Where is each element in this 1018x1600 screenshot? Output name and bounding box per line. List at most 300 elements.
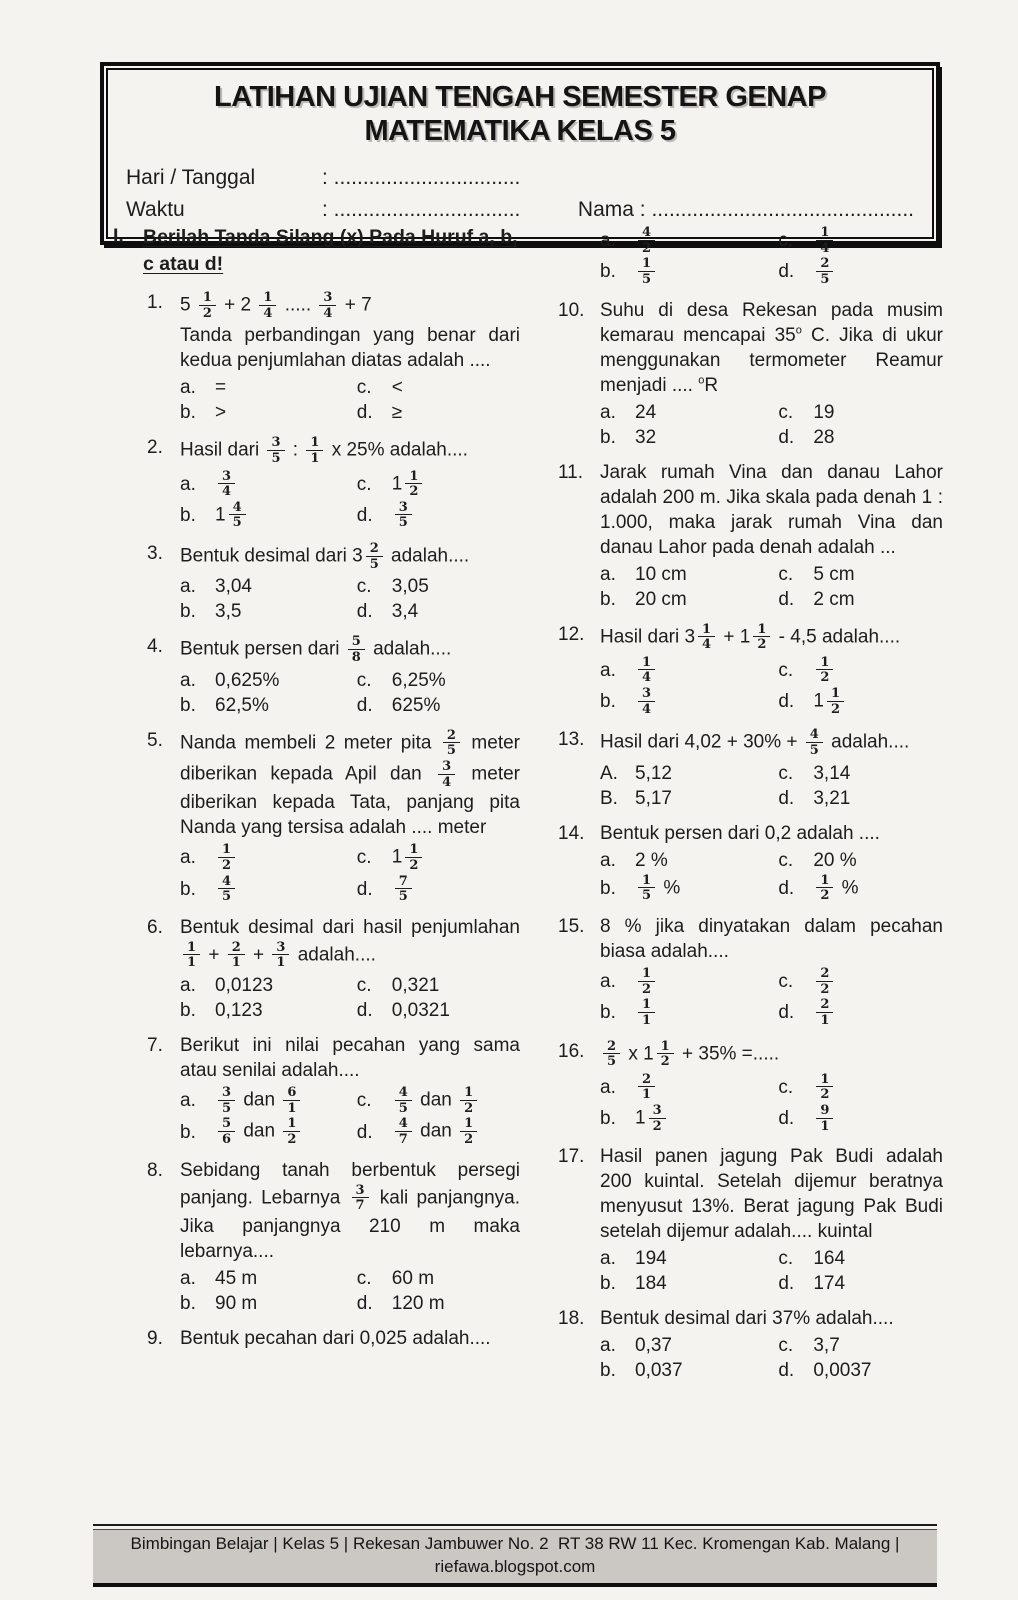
fraction-numerator: 1 bbox=[660, 1038, 670, 1054]
fraction-denominator: 5 bbox=[806, 742, 823, 758]
option-value: 0,123 bbox=[215, 1000, 263, 1022]
question-text: Jarak rumah Vina dan danau Lahor adalah 200 m. Jika skala pada denah 1 : 1.000, maka jarak rumah Vina dan danau Lahor pada denah adalah ... bbox=[600, 461, 943, 558]
question-number: 11. bbox=[558, 461, 584, 483]
question-15 bbox=[558, 914, 943, 1029]
fraction-denominator: 7 bbox=[395, 1131, 412, 1147]
question-body bbox=[600, 298, 943, 450]
option-letter: a. bbox=[600, 849, 616, 871]
fraction-numerator: 2 bbox=[369, 541, 379, 557]
option-a bbox=[600, 1246, 778, 1271]
fraction bbox=[816, 226, 833, 255]
fraction-denominator: 2 bbox=[405, 857, 422, 873]
option-value: $\frac{4}{7}$ dan $\frac{1}{2}$ bbox=[392, 1116, 480, 1147]
question-text: Bentuk desimal dari 3 $\frac{2}{5}$ adalah.... bbox=[180, 541, 470, 572]
fraction-denominator: 2 bbox=[816, 981, 833, 997]
option-value bbox=[215, 469, 238, 500]
option-b bbox=[600, 686, 778, 717]
fraction bbox=[283, 1117, 300, 1146]
question-5 bbox=[113, 728, 520, 905]
question-text: 5 $\frac{1}{2}$ + 2 $\frac{1}{4}$ ..... $\frac{3}{4}$ + 7 bbox=[180, 290, 372, 321]
fraction bbox=[443, 729, 460, 758]
fraction bbox=[638, 257, 655, 286]
option-value: 5 cm bbox=[813, 563, 855, 585]
option-value: 0,037 bbox=[635, 1360, 683, 1382]
questions-column-left bbox=[113, 224, 520, 1393]
options-grid bbox=[180, 973, 520, 1023]
fraction-numerator: 6 bbox=[287, 1085, 297, 1101]
fraction bbox=[460, 1117, 477, 1146]
option-d bbox=[778, 1103, 943, 1134]
fraction-numerator: 3 bbox=[222, 468, 232, 484]
option-value: 1 $\frac{1}{2}$ bbox=[813, 686, 847, 717]
option-c bbox=[357, 973, 520, 998]
exam-title-line1: LATIHAN UJIAN TENGAH SEMESTER GENAP bbox=[214, 81, 826, 113]
option-letter: d. bbox=[778, 426, 795, 448]
fraction bbox=[638, 1073, 655, 1102]
option-letter: b. bbox=[600, 1108, 616, 1130]
option-value: 6,25% bbox=[391, 669, 446, 691]
option-letter: d. bbox=[778, 877, 795, 899]
option-c bbox=[357, 1266, 520, 1291]
option-value: 3,21 bbox=[813, 787, 851, 809]
option-letter: a. bbox=[600, 659, 616, 681]
fraction bbox=[183, 941, 200, 970]
option-a bbox=[600, 1072, 778, 1103]
option-value: 0,0321 bbox=[391, 1000, 450, 1022]
option-letter: a. bbox=[180, 1090, 196, 1112]
fraction-numerator: 1 bbox=[310, 435, 320, 451]
exam-header-fields bbox=[126, 162, 914, 225]
options-grid bbox=[180, 375, 520, 425]
option-letter: d. bbox=[356, 601, 373, 623]
fraction-denominator: 5 bbox=[395, 1100, 412, 1116]
fraction-numerator: 1 bbox=[263, 290, 273, 305]
option-b bbox=[600, 997, 778, 1028]
option-value: 28 bbox=[813, 426, 835, 448]
fraction bbox=[816, 1104, 833, 1133]
fraction-numerator: 1 bbox=[830, 686, 840, 702]
option-b bbox=[600, 1358, 778, 1383]
option-value: 625% bbox=[391, 694, 441, 716]
option-value bbox=[215, 874, 238, 905]
option-letter: a. bbox=[600, 1076, 616, 1098]
option-letter: d. bbox=[778, 1273, 795, 1295]
option-value: $\frac{1}{2}$ % bbox=[813, 873, 858, 904]
fraction bbox=[698, 623, 715, 652]
fraction bbox=[649, 1104, 666, 1133]
question-body bbox=[600, 460, 943, 612]
fraction bbox=[816, 656, 833, 685]
fraction bbox=[306, 436, 323, 465]
question-number: 12. bbox=[558, 623, 585, 645]
fraction-denominator: 2 bbox=[638, 981, 655, 997]
fraction bbox=[229, 501, 246, 530]
option-value bbox=[635, 966, 658, 997]
option-c bbox=[778, 655, 943, 686]
fraction bbox=[283, 1086, 300, 1115]
fraction bbox=[638, 226, 655, 255]
fraction bbox=[438, 760, 455, 789]
field-row-date bbox=[126, 162, 914, 194]
option-letter: b. bbox=[600, 261, 616, 283]
question-text: Bentuk pecahan dari 0,025 adalah.... bbox=[180, 1327, 491, 1349]
option-letter: b. bbox=[600, 588, 616, 610]
questions-column-right bbox=[558, 224, 943, 1393]
option-value: 2 cm bbox=[813, 588, 855, 610]
option-b bbox=[180, 998, 357, 1023]
options-grid bbox=[600, 1072, 943, 1135]
question-body bbox=[180, 1033, 520, 1148]
fraction-numerator: 1 bbox=[287, 1116, 297, 1132]
option-c bbox=[357, 842, 520, 873]
fraction-denominator: 4 bbox=[698, 636, 715, 652]
option-letter: a. bbox=[600, 971, 616, 993]
option-letter: c. bbox=[778, 563, 794, 585]
options-grid bbox=[180, 668, 520, 718]
option-d bbox=[357, 1291, 520, 1316]
fraction-denominator: 6 bbox=[218, 1131, 235, 1147]
fraction-denominator: 1 bbox=[228, 954, 245, 970]
option-b bbox=[180, 1291, 357, 1316]
question-11 bbox=[558, 460, 943, 612]
fraction-denominator: 2 bbox=[827, 701, 844, 717]
option-a bbox=[180, 668, 357, 693]
option-value bbox=[215, 842, 238, 873]
options-grid bbox=[600, 655, 943, 718]
option-letter: B. bbox=[600, 787, 618, 809]
question-body bbox=[600, 224, 943, 288]
question-number: 5. bbox=[147, 729, 163, 751]
question-body bbox=[600, 1306, 943, 1383]
fraction-numerator: 2 bbox=[642, 1071, 652, 1087]
option-b bbox=[180, 599, 357, 624]
option-b bbox=[600, 1271, 778, 1296]
questions-content bbox=[113, 224, 943, 1393]
question-18 bbox=[558, 1306, 943, 1383]
option-a bbox=[180, 1266, 357, 1291]
question-number: 13. bbox=[558, 729, 585, 751]
fraction-numerator: 3 bbox=[398, 499, 408, 515]
question-text: Hasil dari 3 $\frac{1}{4}$ + 1 $\frac{1}{2}$ - 4,5 adalah.... bbox=[600, 621, 901, 653]
option-value: 164 bbox=[813, 1248, 846, 1270]
fraction-denominator: 2 bbox=[218, 857, 235, 873]
option-b bbox=[600, 256, 778, 287]
option-c bbox=[778, 966, 943, 997]
fraction-numerator: 1 bbox=[187, 939, 197, 955]
fraction-denominator: 1 bbox=[283, 1100, 300, 1116]
options-grid bbox=[180, 842, 520, 905]
fraction-numerator: 1 bbox=[820, 1071, 830, 1087]
fraction-denominator: 5 bbox=[816, 271, 833, 287]
fraction bbox=[806, 728, 823, 757]
option-letter: c. bbox=[778, 1335, 794, 1357]
option-value: > bbox=[215, 402, 227, 424]
option-value: < bbox=[391, 377, 403, 399]
question-4 bbox=[113, 634, 520, 717]
fraction-numerator: 4 bbox=[809, 727, 819, 743]
option-d bbox=[357, 400, 520, 425]
option-a bbox=[600, 225, 778, 256]
fraction-numerator: 1 bbox=[820, 225, 830, 240]
fraction-denominator: 5 bbox=[395, 514, 412, 530]
question-12 bbox=[558, 622, 943, 718]
question-body bbox=[180, 541, 520, 624]
fraction-numerator: 2 bbox=[820, 997, 830, 1013]
question-body bbox=[600, 622, 943, 718]
fraction-denominator: 2 bbox=[460, 1100, 477, 1116]
fraction-numerator: 3 bbox=[355, 1182, 365, 1198]
option-c bbox=[778, 848, 943, 873]
fraction-denominator: 2 bbox=[657, 1053, 674, 1069]
question-text: Bentuk desimal dari 37% adalah.... bbox=[600, 1308, 894, 1330]
fraction bbox=[816, 998, 833, 1027]
fraction-numerator: 1 bbox=[222, 842, 232, 858]
fraction bbox=[753, 623, 770, 652]
question-3 bbox=[113, 541, 520, 624]
option-letter: b. bbox=[180, 878, 196, 900]
fraction-denominator: 2 bbox=[649, 1118, 666, 1134]
question-number: 4. bbox=[147, 636, 163, 658]
option-value bbox=[635, 997, 658, 1028]
option-value bbox=[813, 225, 836, 256]
option-value: 3,5 bbox=[215, 601, 242, 623]
time-field-label: Waktu bbox=[126, 197, 185, 221]
option-value: 10 cm bbox=[635, 563, 687, 585]
option-b bbox=[180, 874, 357, 905]
fraction bbox=[657, 1040, 674, 1069]
fraction-numerator: 2 bbox=[607, 1038, 617, 1054]
option-letter: b. bbox=[600, 1002, 616, 1024]
option-letter: c. bbox=[778, 849, 794, 871]
option-letter: a. bbox=[600, 230, 616, 252]
fraction-numerator: 5 bbox=[222, 1116, 232, 1132]
question-text: Bentuk desimal dari hasil penjumlahan $\frac{1}{1}$ + $\frac{2}{1}$ + $\frac{3}{1}$ adalah.... bbox=[180, 916, 520, 971]
fraction-numerator: 1 bbox=[642, 997, 652, 1013]
option-letter: a. bbox=[600, 1248, 616, 1270]
option-value: 120 m bbox=[391, 1292, 445, 1314]
fraction-denominator: 4 bbox=[816, 240, 833, 256]
option-d bbox=[778, 256, 943, 287]
option-a bbox=[180, 973, 357, 998]
option-value: 1 $\frac{1}{2}$ bbox=[392, 469, 426, 500]
footer-credit-bar: Bimbingan Belajar | Kelas 5 | Rekesan Jambuwer No. 2 RT 38 RW 11 Kec. Kromengan Kab. Malang | riefawa.blogspot.com bbox=[93, 1529, 937, 1587]
option-letter: c. bbox=[356, 377, 372, 399]
question-body bbox=[180, 1326, 520, 1353]
option-b bbox=[600, 587, 778, 612]
options-grid bbox=[180, 1085, 520, 1148]
option-letter: a. bbox=[180, 576, 196, 598]
option-value: = bbox=[215, 377, 227, 399]
option-letter: c. bbox=[356, 847, 372, 869]
fraction bbox=[638, 687, 655, 716]
fraction-numerator: 9 bbox=[820, 1103, 830, 1119]
exam-header-inner bbox=[106, 68, 934, 239]
fraction-numerator: 3 bbox=[276, 939, 286, 955]
option-letter: a. bbox=[180, 975, 196, 997]
option-c bbox=[778, 400, 943, 425]
option-letter: d. bbox=[778, 261, 795, 283]
fraction-numerator: 1 bbox=[820, 654, 830, 670]
option-letter: a. bbox=[600, 401, 616, 423]
question-8 bbox=[113, 1158, 520, 1316]
fraction-numerator: 3 bbox=[442, 758, 452, 774]
option-value: 0,0123 bbox=[215, 975, 274, 997]
fraction-denominator: 4 bbox=[259, 305, 276, 321]
option-letter: d. bbox=[778, 1360, 795, 1382]
option-b bbox=[600, 1103, 778, 1134]
option-letter: c. bbox=[356, 669, 372, 691]
option-value: 45 m bbox=[215, 1267, 258, 1289]
fraction-denominator: 2 bbox=[199, 305, 216, 321]
option-value: 5,17 bbox=[635, 787, 672, 809]
fraction bbox=[638, 967, 655, 996]
fraction-numerator: 1 bbox=[409, 468, 419, 484]
question-number: 17. bbox=[558, 1146, 585, 1168]
fraction bbox=[218, 1086, 235, 1115]
question-number: 8. bbox=[147, 1159, 163, 1181]
fraction bbox=[638, 874, 655, 903]
option-letter: d. bbox=[356, 878, 373, 900]
option-value bbox=[813, 966, 836, 997]
question-number bbox=[558, 224, 600, 288]
option-b bbox=[600, 425, 778, 450]
question-17 bbox=[558, 1144, 943, 1296]
question-6 bbox=[113, 915, 520, 1023]
question-body bbox=[180, 435, 520, 531]
footer bbox=[93, 1524, 937, 1587]
fraction bbox=[405, 843, 422, 872]
option-value bbox=[635, 655, 658, 686]
fraction-numerator: 3 bbox=[642, 686, 652, 702]
question-text: Nanda membeli 2 meter pita $\frac{2}{5}$ meter diberikan kepada Apil dan $\frac{3}{4}$ meter diberikan kepada Tata, panjang pita Nanda yang tersisa adalah .... meter bbox=[180, 727, 520, 839]
fraction-denominator: 5 bbox=[443, 742, 460, 758]
option-value: 2 % bbox=[635, 849, 668, 871]
fraction-numerator: 2 bbox=[820, 965, 830, 981]
fraction bbox=[228, 941, 245, 970]
fraction-denominator: 5 bbox=[603, 1053, 620, 1069]
fraction-denominator: 2 bbox=[638, 240, 655, 256]
fraction bbox=[267, 436, 284, 465]
option-d bbox=[357, 874, 520, 905]
option-value: 3,14 bbox=[813, 762, 851, 784]
question-text: Bentuk persen dari 0,2 adalah .... bbox=[600, 822, 880, 844]
fraction-numerator: 4 bbox=[642, 225, 652, 240]
option-value: 0,321 bbox=[391, 975, 440, 997]
option-d bbox=[778, 686, 943, 717]
fraction bbox=[395, 501, 412, 530]
option-letter: c. bbox=[778, 401, 794, 423]
question-text: Bentuk persen dari $\frac{5}{8}$ adalah.... bbox=[180, 634, 452, 666]
options-grid bbox=[600, 848, 943, 904]
fraction-numerator: 4 bbox=[232, 499, 242, 515]
option-a bbox=[180, 842, 357, 873]
fraction bbox=[395, 1086, 412, 1115]
option-letter: b. bbox=[600, 426, 616, 448]
fraction-denominator: 4 bbox=[218, 483, 235, 499]
option-value: 0,625% bbox=[215, 669, 280, 691]
option-letter: a. bbox=[180, 473, 196, 495]
option-letter: c. bbox=[778, 659, 794, 681]
options-grid bbox=[600, 400, 943, 450]
question-number: 10. bbox=[558, 299, 585, 321]
question-text: Tanda perbandingan yang benar dari kedua penjumlahan diatas adalah .... bbox=[180, 325, 520, 372]
option-d bbox=[357, 1116, 520, 1147]
option-letter: c. bbox=[356, 1090, 372, 1112]
fraction bbox=[816, 874, 833, 903]
fraction bbox=[460, 1086, 477, 1115]
option-letter: c. bbox=[778, 1248, 794, 1270]
fraction-numerator: 1 bbox=[464, 1116, 474, 1132]
option-letter: d. bbox=[778, 787, 795, 809]
name-field-dotted-line: Nama : ............................................. bbox=[577, 197, 914, 221]
fraction bbox=[218, 470, 235, 499]
question-7 bbox=[113, 1033, 520, 1148]
option-b bbox=[180, 1116, 357, 1147]
option-value bbox=[813, 256, 836, 287]
option-b bbox=[600, 786, 778, 811]
fraction-denominator: 5 bbox=[267, 450, 284, 466]
option-value bbox=[392, 874, 415, 905]
fraction bbox=[405, 470, 422, 499]
fraction-numerator: 3 bbox=[222, 1085, 232, 1101]
fraction-denominator: 2 bbox=[816, 669, 833, 685]
option-letter: c. bbox=[778, 1076, 794, 1098]
question-2 bbox=[113, 435, 520, 531]
option-value: 20 cm bbox=[635, 588, 687, 610]
option-value bbox=[813, 655, 836, 686]
question-body bbox=[180, 915, 520, 1023]
fraction-denominator: 1 bbox=[816, 1012, 833, 1028]
option-d bbox=[778, 1358, 943, 1383]
fraction-numerator: 1 bbox=[820, 872, 830, 888]
section-instruction bbox=[113, 224, 520, 278]
options-grid bbox=[600, 761, 943, 811]
date-field-label: Hari / Tanggal bbox=[126, 166, 256, 190]
option-c bbox=[778, 225, 943, 256]
fraction-denominator: 2 bbox=[405, 483, 422, 499]
question-body bbox=[600, 1144, 943, 1296]
question-body bbox=[600, 821, 943, 904]
fraction bbox=[395, 875, 412, 904]
fraction-denominator: 1 bbox=[306, 450, 323, 466]
fraction-numerator: 1 bbox=[409, 842, 419, 858]
fraction-denominator: 5 bbox=[638, 271, 655, 287]
option-letter: d. bbox=[778, 1002, 795, 1024]
fraction bbox=[816, 257, 833, 286]
superscript: o bbox=[795, 324, 802, 337]
fraction-denominator: 1 bbox=[638, 1086, 655, 1102]
option-value: $\frac{4}{5}$ dan $\frac{1}{2}$ bbox=[392, 1085, 480, 1116]
option-letter: d. bbox=[356, 1000, 373, 1022]
fraction-denominator: 7 bbox=[352, 1197, 369, 1213]
fraction bbox=[603, 1040, 620, 1069]
option-c bbox=[778, 1246, 943, 1271]
fraction bbox=[218, 1117, 235, 1146]
fraction-numerator: 4 bbox=[222, 873, 232, 889]
question-16 bbox=[558, 1039, 943, 1135]
option-letter: d. bbox=[356, 1292, 373, 1314]
option-letter: d. bbox=[778, 588, 795, 610]
option-c bbox=[778, 761, 943, 786]
options-grid bbox=[600, 1246, 943, 1296]
option-c bbox=[778, 562, 943, 587]
option-value bbox=[813, 1103, 836, 1134]
fraction bbox=[366, 542, 383, 571]
fraction bbox=[816, 1073, 833, 1102]
section-numeral: I. bbox=[113, 225, 124, 247]
option-value: 184 bbox=[635, 1273, 667, 1295]
option-a bbox=[600, 848, 778, 873]
